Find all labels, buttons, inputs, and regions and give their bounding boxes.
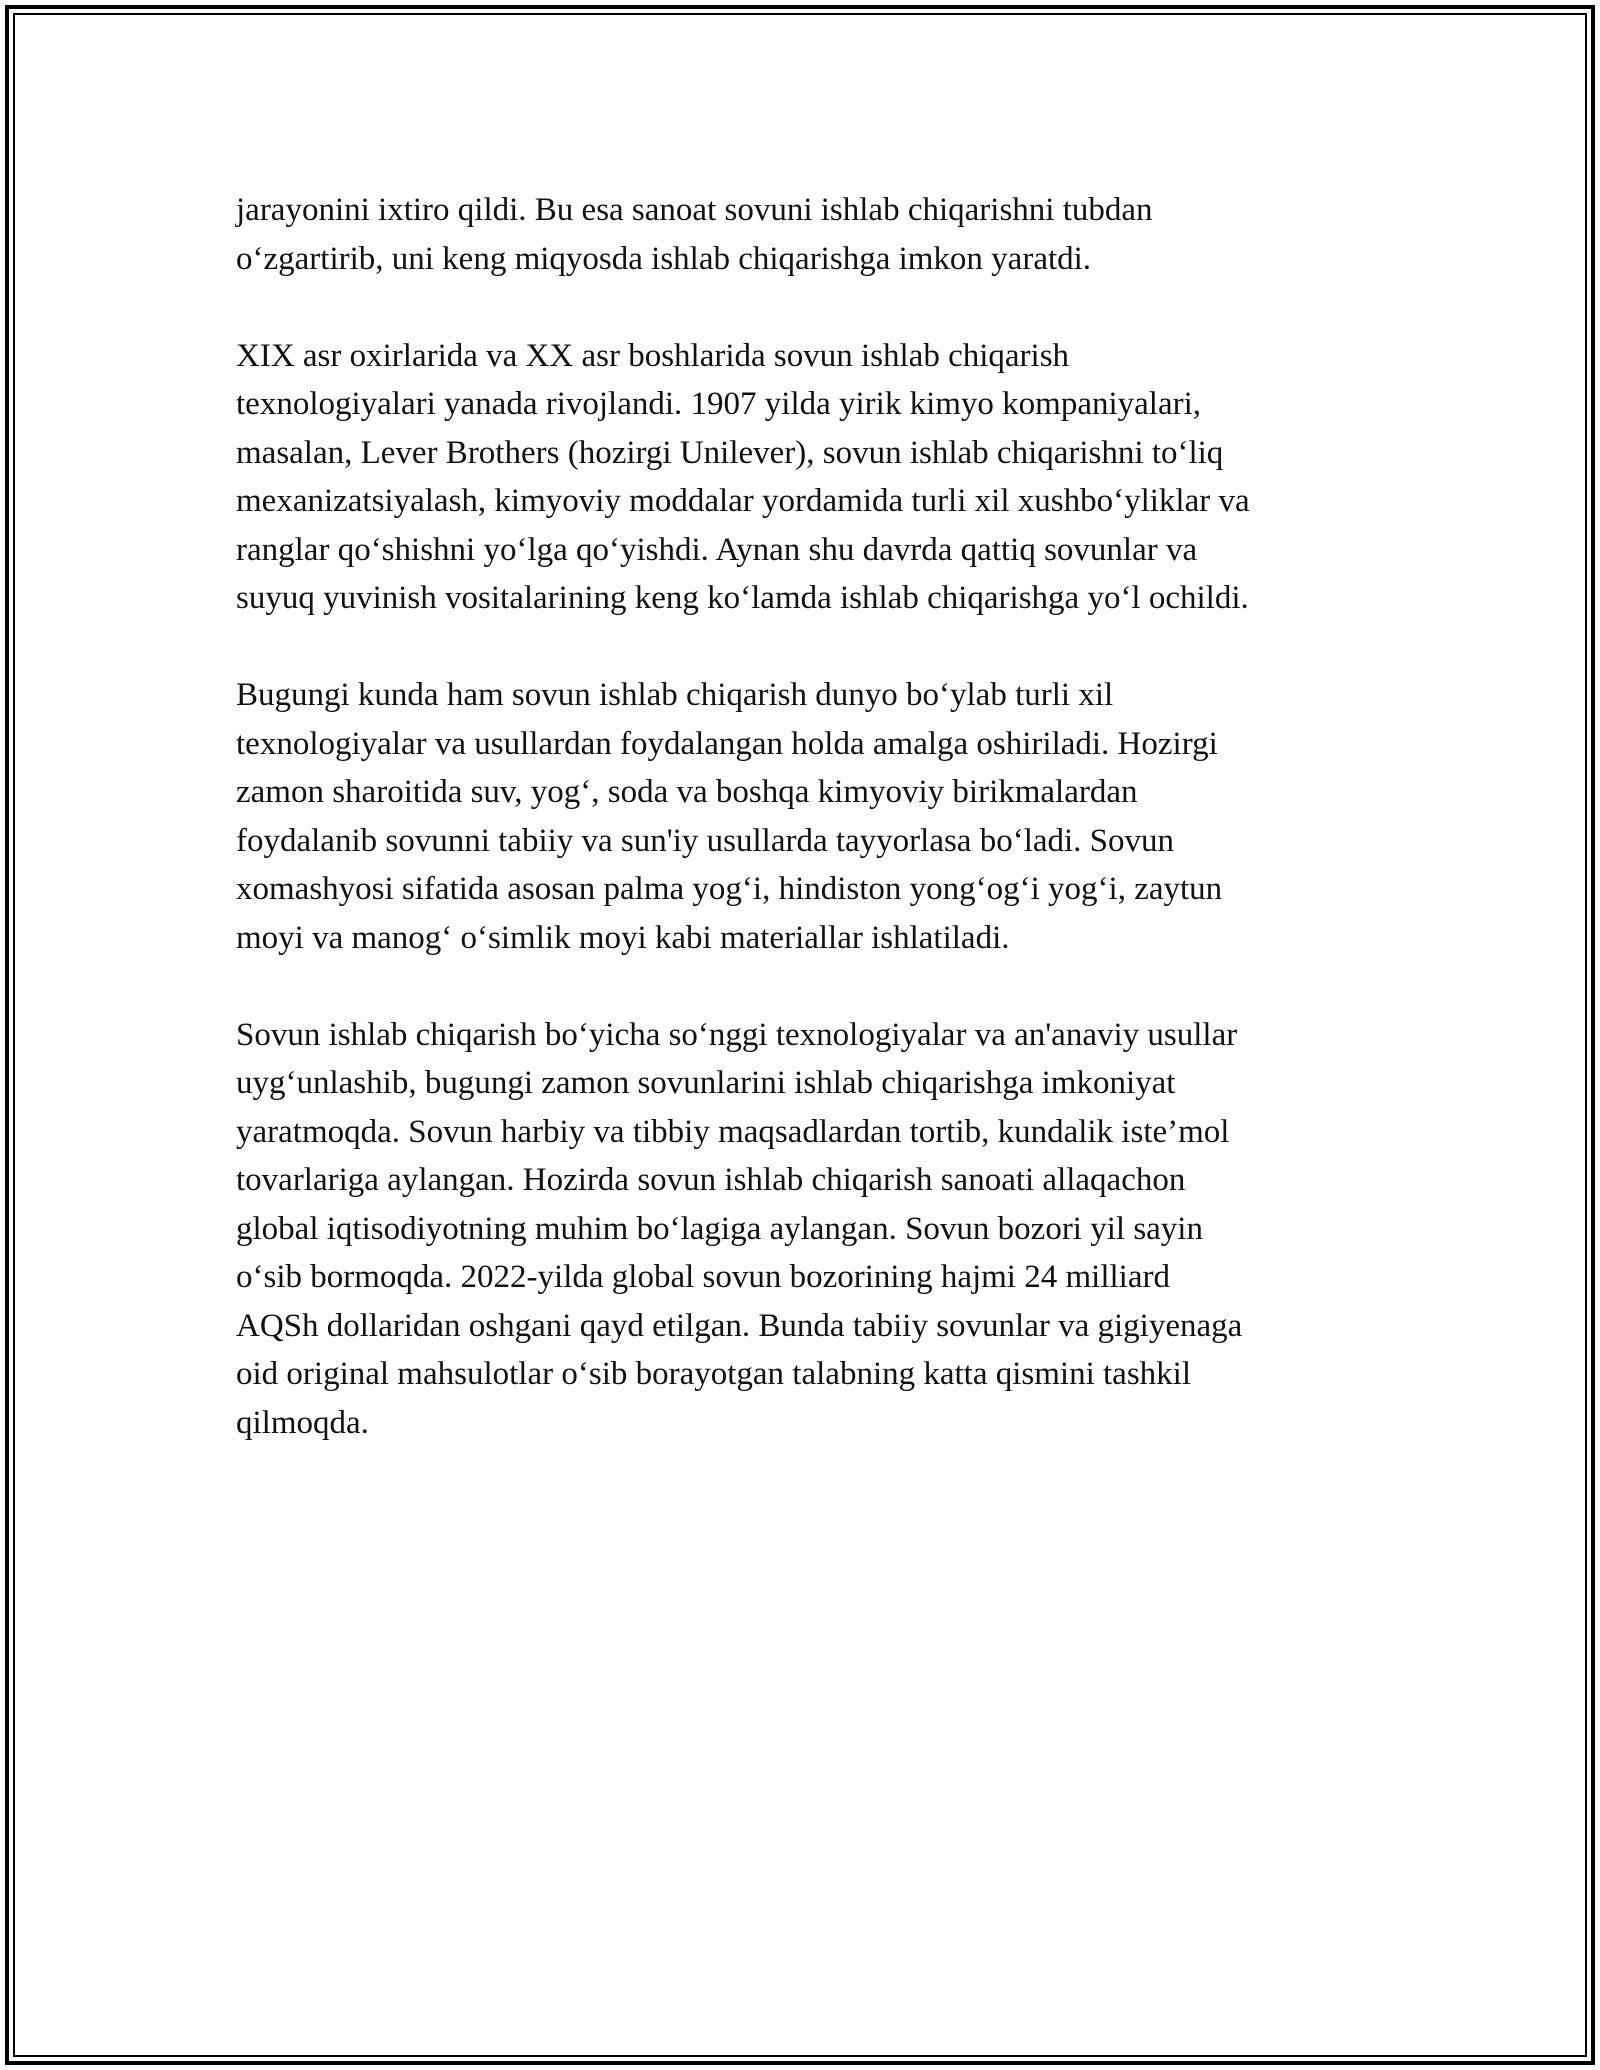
paragraph-3: Bugungi kunda ham sovun ishlab chiqarish dunyo bo‘ylab turli xil texnologiyalar va usullardan foydalangan holda amalga oshiriladi. Hozirgi zamon sharoitida suv, yog‘, soda va boshqa kimyoviy birikmalardan foydalanib sovunni tabiiy va sun'iy usullarda tayyorlasa bo‘ladi. Sovun xomashyosi sifatida asosan palma yog‘i, hindiston yong‘og‘i yog‘i, zaytun moyi va manog‘ o‘simlik moyi kabi materiallar ishlatiladi. [236, 677, 1223, 956]
paragraph-2: XIX asr oxirlarida va XX asr boshlarida sovun ishlab chiqarish texnologiyalari yanada rivojlandi. 1907 yilda yirik kimyo kompaniyalari, masalan, Lever Brothers (hozirgi Unilever), sovun ishlab chiqarishni to‘liq mexanizatsiyalash, kimyoviy moddalar yordamida turli xil xushbo‘yliklar va ranglar qo‘shishni yo‘lga qo‘yishdi. Aynan shu davrda qattiq sovunlar va suyuq yuvinish vositalarining keng ko‘lamda ishlab chiqarishga yo‘l ochildi. [236, 337, 1250, 616]
paragraph-1: jarayonini ixtiro qildi. Bu esa sanoat sovuni ishlab chiqarishni tubdan o‘zgartirib, uni keng miqyosda ishlab chiqarishga imkon yaratdi. [236, 192, 1153, 277]
paragraph-4: Sovun ishlab chiqarish bo‘yicha so‘nggi texnologiyalar va an'anaviy usullar uyg‘unlashib, bugungi zamon sovunlarini ishlab chiqarishga imkoniyat yaratmoqda. Sovun harbiy va tibbiy maqsadlardan tortib, kundalik iste’mol tovarlariga aylangan. Hozirda sovun ishlab chiqarish sanoati allaqachon global iqtisodiyotning muhim bo‘lagiga aylangan. Sovun bozori yil sayin o‘sib bormoqda. 2022-yilda global sovun bozorining hajmi 24 milliard AQSh dollaridan oshgani qayd etilgan. Bunda tabiiy sovunlar va gigiyenaga oid original mahsulotlar o‘sib borayotgan talabning katta qismini tashkil qilmoqda. [236, 1016, 1243, 1441]
document-body [236, 186, 1376, 1496]
